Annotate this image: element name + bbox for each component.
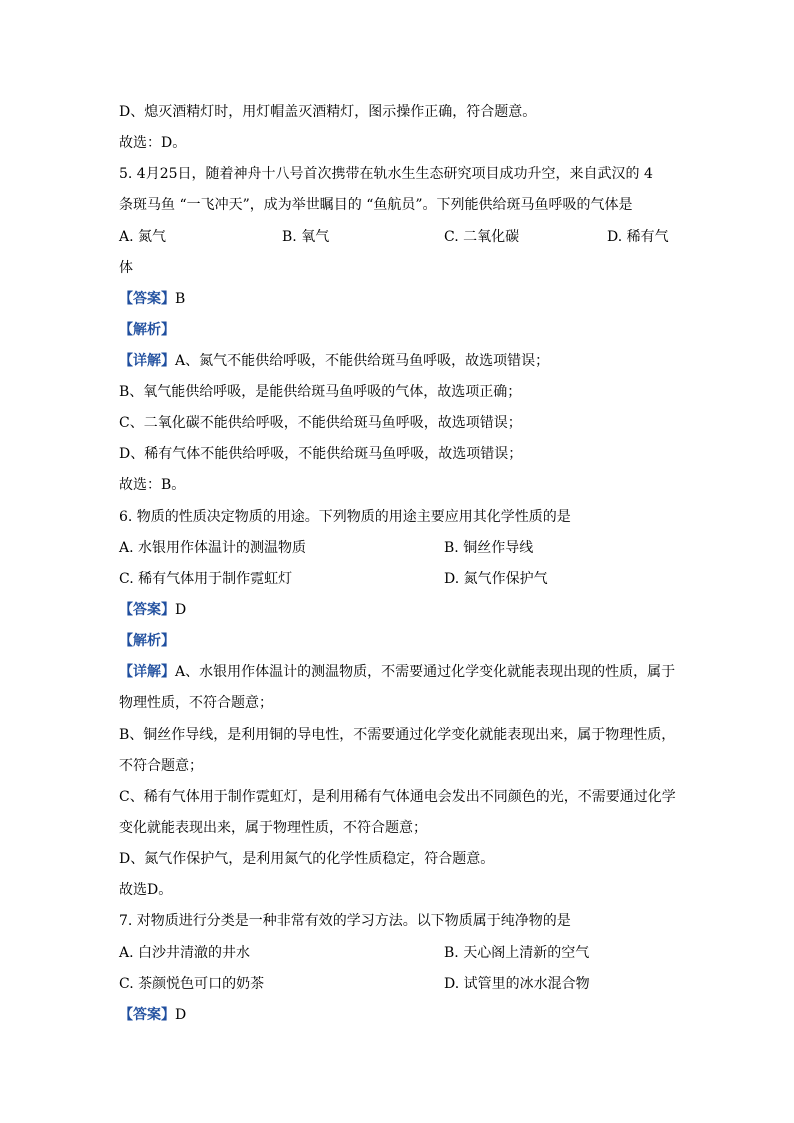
q5-option-c: C. 二氧化碳 — [444, 229, 520, 245]
answer-value: D — [175, 602, 187, 618]
q5-detail-d: D、稀有气体不能供给呼吸，不能供给斑马鱼呼吸，故选项错误； — [119, 446, 523, 462]
question-7-stem: 7. 对物质进行分类是一种非常有效的学习方法。以下物质属于纯净物的是 — [119, 913, 571, 929]
q5-option-a: A. 氮气 — [119, 229, 167, 245]
q6-detail-c: C、稀有气体用于制作霓虹灯，是利用稀有气体通电会发出不同颜色的光，不需要通过化学 — [119, 789, 676, 805]
answer-value: D — [175, 1007, 187, 1023]
detail-tag: 【详解】 — [119, 353, 175, 369]
q7-option-b: B. 天心阁上清新的空气 — [444, 945, 590, 961]
detail-text: A、氮气不能供给呼吸，不能供给斑马鱼呼吸，故选项错误； — [175, 353, 550, 369]
question-6-stem: 6. 物质的性质决定物质的用途。下列物质的用途主要应用其化学性质的是 — [119, 509, 571, 525]
q6-detail-b: B、铜丝作导线，是利用铜的导电性，不需要通过化学变化就能表现出来，属于物理性质， — [119, 727, 676, 743]
q7-option-c: C. 茶颜悦色可口的奶茶 — [119, 976, 265, 992]
answer-tag: 【答案】 — [119, 602, 175, 618]
q5-detail-b: B、氧气能供给呼吸，是能供给斑马鱼呼吸的气体，故选项正确； — [119, 384, 522, 400]
question-5-stem-cont: 条斑马鱼 “一飞冲天”，成为举世瞩目的 “鱼航员”。下列能供给斑马鱼呼吸的气体是 — [119, 197, 633, 213]
detail-tag: 【详解】 — [119, 664, 175, 680]
q5-answer — [119, 289, 185, 309]
text-line: D、熄灭酒精灯时，用灯帽盖灭酒精灯，图示操作正确，符合题意。 — [119, 104, 537, 120]
q6-detail-d: D、氮气作保护气，是利用氮气的化学性质稳定，符合题意。 — [119, 851, 495, 867]
q6-detail-a — [119, 662, 675, 682]
detail-text: A、水银用作体温计的测温物质，不需要通过化学变化就能表现出现的性质，属于 — [175, 664, 676, 680]
q7-option-d: D. 试管里的冰水混合物 — [444, 976, 590, 992]
q6-option-b: B. 铜丝作导线 — [444, 540, 534, 556]
q7-answer — [119, 1005, 186, 1025]
question-5-stem: 5. 4月25日，随着神舟十八号首次携带在轨水生生态研究项目成功升空，来自武汉的 4 — [119, 166, 653, 182]
answer-value: B — [175, 291, 186, 307]
q6-option-c: C. 稀有气体用于制作霓虹灯 — [119, 571, 293, 587]
q6-detail-a-cont: 物理性质，不符合题意； — [119, 695, 273, 711]
answer-tag: 【答案】 — [119, 1007, 175, 1023]
q5-detail-a — [119, 351, 549, 371]
q6-option-d: D. 氮气作保护气 — [444, 571, 548, 587]
q7-option-a: A. 白沙井清澈的井水 — [119, 945, 251, 961]
q5-option-b: B. 氧气 — [282, 229, 330, 245]
q6-detail-b-cont: 不符合题意； — [119, 758, 203, 774]
choose-line: 故选：D。 — [119, 135, 187, 151]
q6-analysis-tag: 【解析】 — [119, 633, 175, 649]
q5-analysis-tag: 【解析】 — [119, 322, 175, 338]
q6-detail-c-cont: 变化就能表现出来，属于物理性质，不符合题意； — [119, 820, 427, 836]
q5-choose: 故选：B。 — [119, 477, 186, 493]
answer-tag: 【答案】 — [119, 291, 175, 307]
q5-option-d-cont: 体 — [119, 260, 133, 276]
q5-option-d: D. 稀有气 — [607, 229, 669, 245]
q6-answer — [119, 600, 186, 620]
q6-option-a: A. 水银用作体温计的测温物质 — [119, 540, 307, 556]
q5-detail-c: C、二氧化碳不能供给呼吸，不能供给斑马鱼呼吸，故选项错误； — [119, 415, 522, 431]
q6-choose: 故选D。 — [119, 882, 173, 898]
